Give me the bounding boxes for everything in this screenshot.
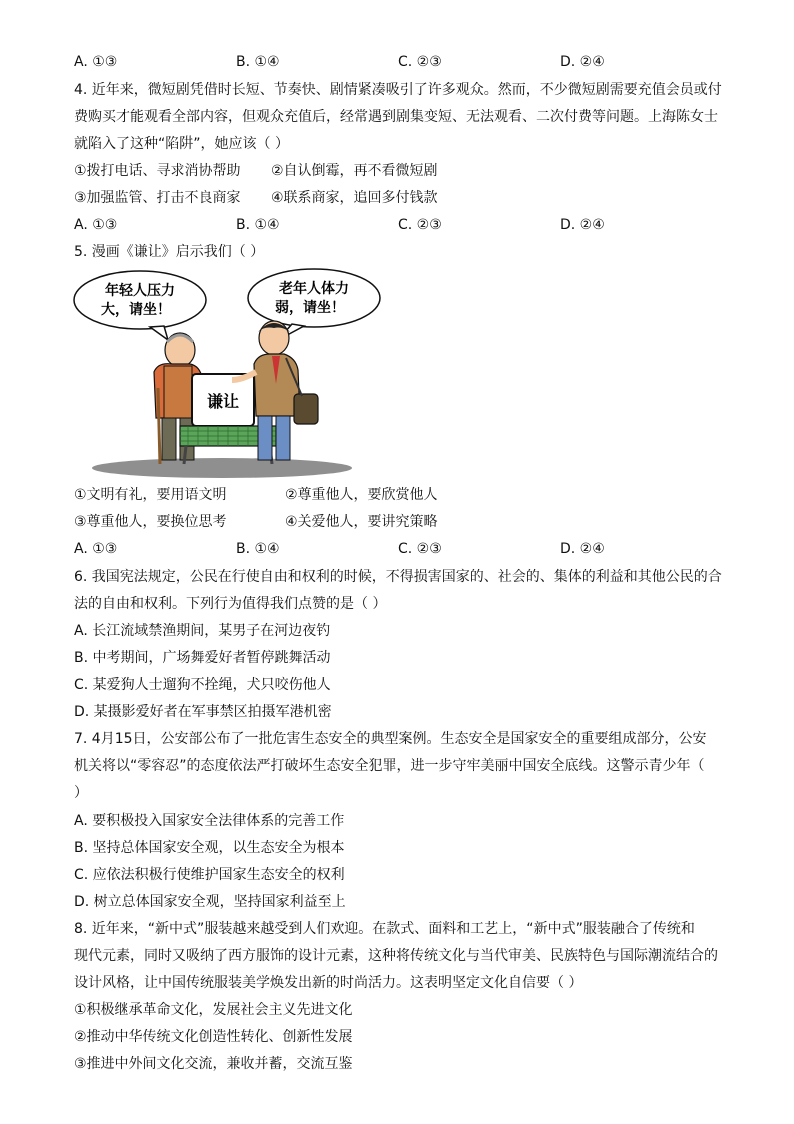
bubble-right-line-1: 老年人体力 — [279, 281, 349, 297]
q5-item-3: ③尊重他人，要换位思考 — [74, 514, 227, 530]
q7-choice-a: A. 要积极投入国家安全法律体系的完善工作 — [74, 813, 345, 829]
q8-stem-line-3: 设计风格，让中国传统服装美学焕发出新的时尚活力。这表明坚定文化自信要（ ） — [74, 975, 583, 991]
q5-option-a: A. ①③ — [74, 541, 118, 557]
q3-option-a: A. ①③ — [74, 54, 118, 70]
q8-item-3: ③推进中外间文化交流，兼收并蓄，交流互鉴 — [74, 1056, 353, 1072]
q4-option-a: A. ①③ — [74, 217, 118, 233]
q5-stem: 5. 漫画《谦让》启示我们（ ） — [74, 244, 265, 260]
q8-stem-line-2: 现代元素，同时又吸纳了西方服饰的设计元素，这种将传统文化与当代审美、民族特色与国际潮流结合的 — [74, 948, 718, 964]
q7-stem-line-3: ） — [74, 785, 88, 801]
q8-item-2: ②推动中华传统文化创造性转化、创新性发展 — [74, 1029, 353, 1045]
q6-stem-line-1: 6. 我国宪法规定，公民在行使自由和权利的时候，不得损害国家的、社会的、集体的利益和其他公民的合 — [74, 569, 722, 585]
q7-choice-c: C. 应依法积极行使维护国家生态安全的权利 — [74, 867, 345, 883]
q5-option-d: D. ②④ — [560, 541, 605, 557]
q4-stem-line-1: 4. 近年来，微短剧凭借时长短、节奏快、剧情紧凑吸引了许多观众。然而，不少微短剧需要充值会员或付 — [74, 82, 722, 98]
q8-stem-line-1: 8. 近年来，“新中式”服装越来越受到人们欢迎。在款式、面料和工艺上，“新中式”服装融合了传统和 — [74, 921, 695, 937]
cartoon-modesty — [72, 268, 392, 480]
q6-stem-line-2: 法的自由和权利。下列行为值得我们点赞的是（ ） — [74, 596, 387, 612]
q4-option-c: C. ②③ — [398, 217, 442, 233]
q3-option-c: C. ②③ — [398, 54, 442, 70]
bubble-left-line-2: 大，请坐！ — [101, 302, 171, 318]
q4-stem-line-2: 费购买才能观看全部内容，但观众充值后，经常遇到剧集变短、无法观看、二次付费等问题。上海陈女士 — [74, 109, 718, 125]
q4-option-d: D. ②④ — [560, 217, 605, 233]
q6-choice-b: B. 中考期间，广场舞爱好者暂停跳舞活动 — [74, 650, 331, 666]
bubble-right-line-2: 弱，请坐！ — [275, 300, 345, 316]
q7-choice-d: D. 树立总体国家安全观，坚持国家利益至上 — [74, 894, 346, 910]
seat-sign: 谦让 — [206, 392, 240, 411]
q6-choice-c: C. 某爱狗人士遛狗不拴绳，犬只咬伤他人 — [74, 677, 331, 693]
q4-item-4: ④联系商家，追回多付钱款 — [271, 190, 438, 206]
q6-choice-d: D. 某摄影爱好者在军事禁区拍摄军港机密 — [74, 704, 332, 720]
q7-stem-line-2: 机关将以“零容忍”的态度依法严打破坏生态安全犯罪，进一步守牢美丽中国安全底线。这警示青少年（ — [74, 758, 705, 774]
ground-shadow — [92, 458, 352, 478]
q5-item-4: ④关爱他人，要讲究策略 — [285, 514, 438, 530]
q8-item-1: ①积极继承革命文化，发展社会主义先进文化 — [74, 1002, 353, 1018]
q7-choice-b: B. 坚持总体国家安全观，以生态安全为根本 — [74, 840, 345, 856]
q3-option-b: B. ①④ — [236, 54, 280, 70]
q4-stem-line-3: 就陷入了这种“陷阱”，她应该（ ） — [74, 136, 289, 152]
q7-stem-line-1: 7. 4月15日，公安部公布了一批危害生态安全的典型案例。生态安全是国家安全的重要组成部分，公安 — [74, 731, 707, 747]
q5-option-c: C. ②③ — [398, 541, 442, 557]
q4-item-1: ①拨打电话、寻求消协帮助 — [74, 163, 241, 179]
q5-item-2: ②尊重他人，要欣赏他人 — [285, 487, 438, 503]
q4-option-b: B. ①④ — [236, 217, 280, 233]
q5-item-1: ①文明有礼，要用语文明 — [74, 487, 227, 503]
bubble-left-line-1: 年轻人压力 — [105, 283, 175, 299]
speech-bubble-left — [74, 271, 206, 340]
q4-item-3: ③加强监管、打击不良商家 — [74, 190, 241, 206]
q4-item-2: ②自认倒霉，再不看微短剧 — [271, 163, 438, 179]
q5-option-b: B. ①④ — [236, 541, 280, 557]
q3-option-d: D. ②④ — [560, 54, 605, 70]
q6-choice-a: A. 长江流域禁渔期间，某男子在河边夜钓 — [74, 623, 331, 639]
